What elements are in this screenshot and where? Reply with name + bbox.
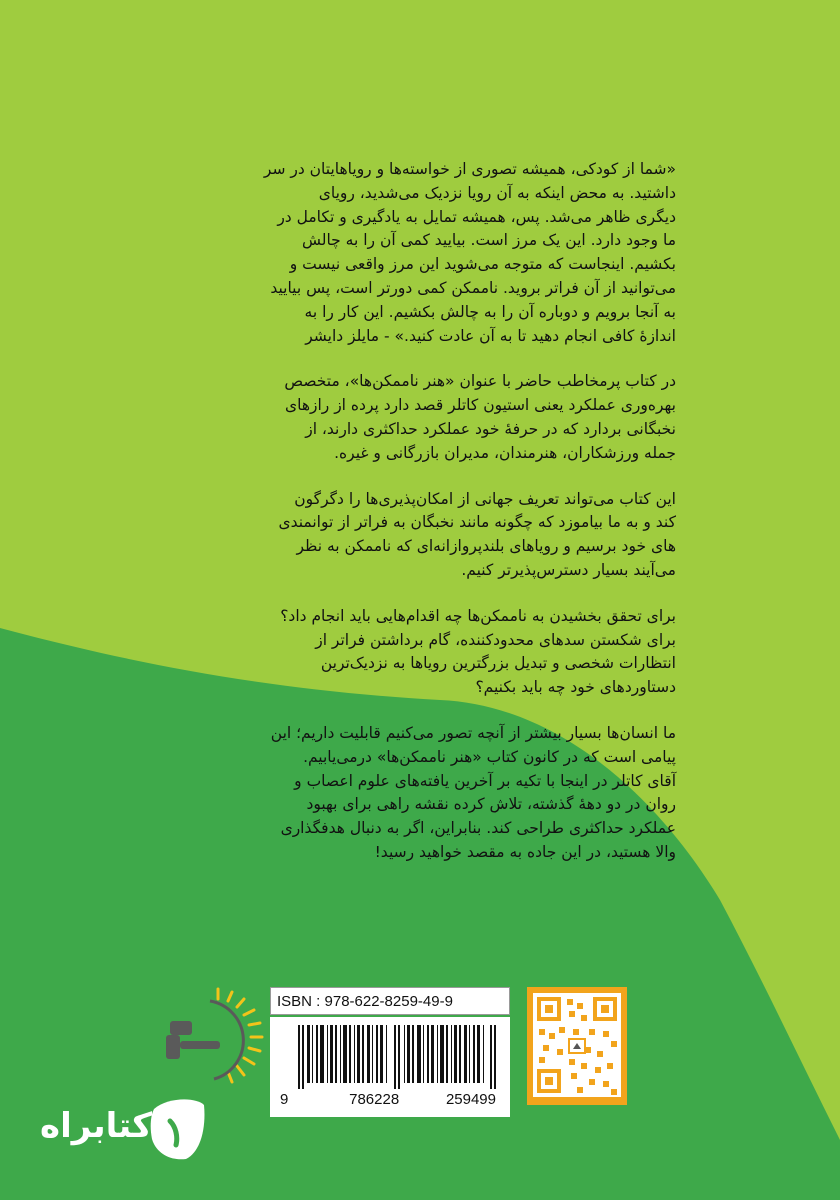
- purpose-paragraph: این کتاب می‌تواند تعریف جهانی از امکان‌پذیری‌ها را دگرگون کند و به ما بیاموزد که چگونه مانند نخبگان به فراتر از توانمندی های خود برسیم و رویاهای بلندپروازانه‌ای که ناممکن به نظر می‌آیند بسیار دسترس‌پذیرتر کنیم.: [278, 489, 676, 579]
- isbn-label: ISBN : 978-622-8259-49-9: [270, 987, 510, 1015]
- barcode-group-1: 786228: [349, 1091, 400, 1108]
- brand-name: کتابراه: [40, 1106, 153, 1146]
- barcode-first-digit: 9: [280, 1091, 289, 1108]
- barcode-group-2: 259499: [445, 1091, 496, 1108]
- qr-code: [527, 987, 627, 1105]
- barcode-bars: [298, 1025, 498, 1089]
- qr-pattern: [533, 993, 621, 1097]
- barcode: [270, 1017, 510, 1117]
- intro-paragraph: در کتاب پرمخاطب حاضر با عنوان «هنر ناممکن‌ها»، متخصص بهره‌وری عملکرد یعنی استیون کاتلر قصد دارد پرده از رازهای نخبگانی بردارد که در حرفهٔ خود عملکرد حداکثری دارند، از جمله ورزشکاران، هنرمندان، مدیران بازرگانی و غیره.: [284, 372, 676, 462]
- sunburst-icon: [218, 989, 262, 1082]
- closing-paragraph: ما انسان‌ها بسیار بیشتر از آنچه تصور می‌کنیم قابلیت داریم؛ این پیامی است که در کانون کتاب «هنر ناممکن‌ها» درمی‌یابیم. آقای کاتلر در اینجا با تکیه بر آخرین یافته‌های علوم اعصاب و روان در دو دههٔ گذشته، تلاش کرده نقشه راهی برای بهبود عملکرد حداکثری طراحی کند. بنابراین، اگر به دنبال هدفگذاری والا هستید، در این جاده به مقصد خواهید رسید!: [270, 723, 676, 861]
- quote-paragraph: «شما از کودکی، همیشه تصوری از خواسته‌ها و رویاهایتان در سر داشتید. به محض اینکه به آن رویا نزدیک می‌شدید، رویای دیگری ظاهر می‌شد. پس، همیشه تمایل به یادگیری و تکامل در ما وجود دارد. این یک مرز است. بیایید کمی آن را به چالش بکشیم. اینجاست که متوجه می‌شوید این مرز واقعی نیست و می‌توانید از آن فراتر بروید. ناممکن کمی دورتر است، پس بیایید به آنجا برویم و دوباره آن را به چالش بکشیم. این کار را به اندازهٔ کافی انجام دهید تا به آن عادت کنید.» - مایلز دایشر: [263, 160, 676, 345]
- question-paragraph: برای تحقق بخشیدن به ناممکن‌ها چه اقدام‌هایی باید انجام داد؟ برای شکستن سدهای محدودکننده، گام برداشتن فراتر از انتظارات شخصی و تبدیل بزرگترین رویاها به نزدیک‌ترین دستاوردهای خود چه باید بکنیم؟: [280, 606, 676, 697]
- barcode-digits: [280, 1091, 502, 1108]
- figure-icon: [166, 1021, 220, 1059]
- publisher-logo: [158, 985, 270, 1085]
- back-cover-text: [168, 158, 676, 865]
